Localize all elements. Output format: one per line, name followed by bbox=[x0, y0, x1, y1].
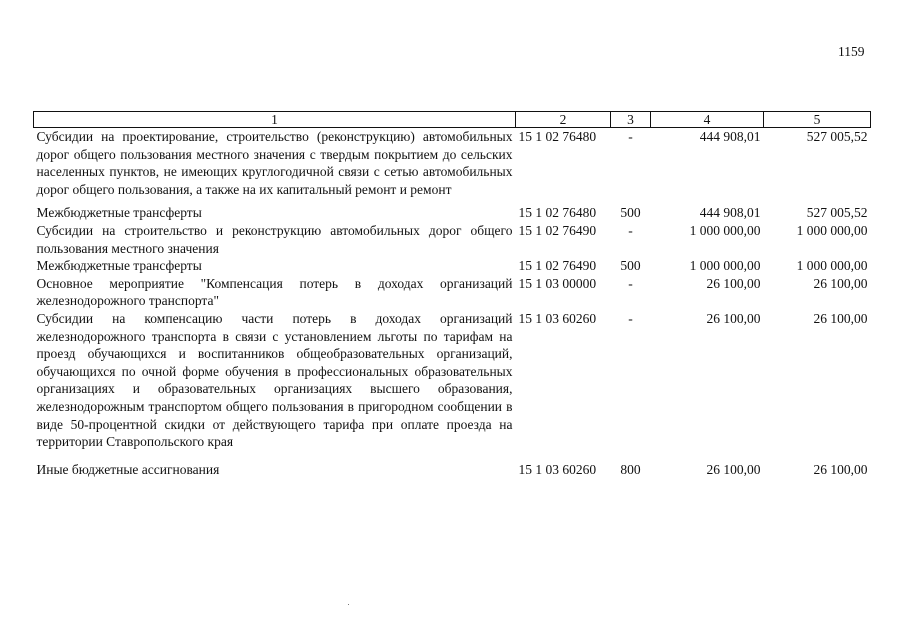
row-sum-col5: 26 100,00 bbox=[813, 275, 868, 291]
row-sum-col4: 26 100,00 bbox=[706, 275, 761, 291]
row-expense-type: 800 bbox=[620, 461, 641, 477]
row-name: Основное мероприятие "Компенсация потерь в доходах организаций железнодорожного транспорта" bbox=[36, 275, 513, 309]
header-col-3: 3 bbox=[611, 112, 651, 128]
table-row bbox=[34, 310, 871, 451]
row-sum-col5: 527 005,52 bbox=[806, 129, 868, 144]
row-name: Иные бюджетные ассигнования bbox=[36, 461, 220, 477]
row-expense-type: - bbox=[628, 310, 633, 326]
row-sum-col4: 26 100,00 bbox=[706, 310, 761, 326]
row-sum-col5: 26 100,00 bbox=[813, 461, 868, 477]
row-code: 15 1 02 76490 bbox=[518, 222, 597, 238]
row-sum-col4: 1 000 000,00 bbox=[689, 222, 761, 238]
row-sum-col4: 444 908,01 bbox=[699, 205, 761, 221]
row-code: 15 1 03 00000 bbox=[518, 275, 597, 291]
row-name: Субсидии на компенсацию части потерь в доходах организаций железнодорожного транспорта в связи с установлением льготы по тарифам на проезд обучающихся и воспитанников общеобразовательных организаций, обучающихся по очной форме обучения в профессиональных образовательных организациях и образовательных организациях высшего образования, железнодорожным транспортом общего пользования в пригородном сообщении в виде 50-процентной скидки от действующего тарифа при оплате проезда на территории Ставропольского края bbox=[36, 310, 513, 450]
row-expense-type: - bbox=[628, 275, 633, 291]
table-row bbox=[34, 222, 871, 257]
header-col-5: 5 bbox=[764, 112, 871, 128]
row-code: 15 1 02 76480 bbox=[518, 205, 597, 221]
row-sum-col5: 1 000 000,00 bbox=[796, 258, 868, 274]
row-code: 15 1 03 60260 bbox=[518, 310, 597, 326]
header-col-2: 2 bbox=[516, 112, 611, 128]
row-code: 15 1 03 60260 bbox=[518, 461, 597, 477]
budget-table bbox=[33, 111, 871, 478]
row-sum-col5: 527 005,52 bbox=[806, 205, 868, 221]
row-code: 15 1 02 76480 bbox=[518, 129, 597, 144]
row-sum-col5: 26 100,00 bbox=[813, 310, 868, 326]
table-row bbox=[34, 128, 871, 199]
table-row bbox=[34, 257, 871, 275]
table-row bbox=[34, 275, 871, 310]
table-row bbox=[34, 198, 871, 222]
row-sum-col4: 444 908,01 bbox=[699, 129, 761, 144]
row-name: Межбюджетные трансферты bbox=[36, 258, 202, 274]
header-col-1: 1 bbox=[34, 112, 516, 128]
table-row bbox=[34, 451, 871, 479]
row-sum-col4: 1 000 000,00 bbox=[689, 258, 761, 274]
row-expense-type: 500 bbox=[620, 258, 641, 274]
row-expense-type: - bbox=[628, 222, 633, 238]
page-number: 1159 bbox=[838, 44, 865, 59]
row-name: Субсидии на строительство и реконструкцию автомобильных дорог общего пользования местного значения bbox=[36, 222, 513, 256]
row-sum-col4: 26 100,00 bbox=[706, 461, 761, 477]
row-sum-col5: 1 000 000,00 bbox=[796, 222, 868, 238]
table-header bbox=[34, 112, 871, 128]
row-code: 15 1 02 76490 bbox=[518, 258, 597, 274]
table-body bbox=[34, 128, 871, 479]
header-row bbox=[34, 112, 871, 128]
scan-artifact bbox=[348, 604, 349, 605]
row-expense-type: - bbox=[628, 129, 633, 144]
row-name: Субсидии на проектирование, строительство (реконструкцию) автомобильных дорог общего пользования местного значения с твердым покрытием до сельских населенных пунктов, не имеющих круглогодичной связи с сетью автомобильных дорог общего пользования, а также на их капитальный ремонт и ремонт bbox=[36, 129, 513, 197]
row-name: Межбюджетные трансферты bbox=[36, 205, 202, 221]
header-col-4: 4 bbox=[651, 112, 764, 128]
row-expense-type: 500 bbox=[620, 205, 641, 221]
